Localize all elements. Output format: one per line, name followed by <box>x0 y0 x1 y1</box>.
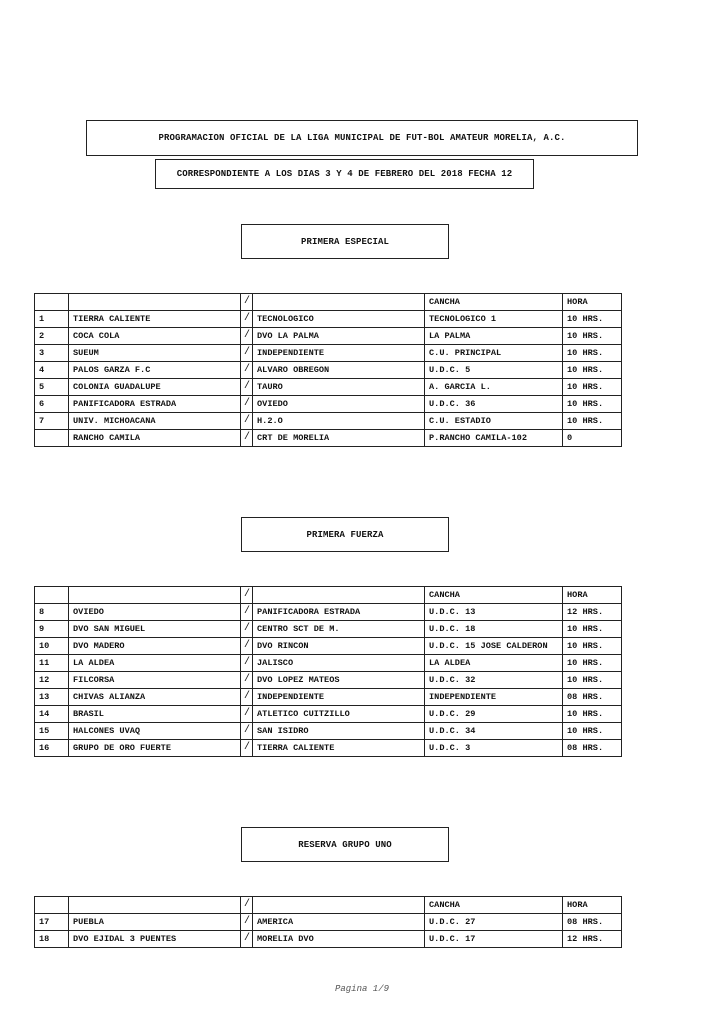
home-team: CHIVAS ALIANZA <box>69 689 241 706</box>
schedule-table-primera-especial <box>34 293 622 447</box>
vs-separator: / <box>241 430 253 447</box>
vs-separator: / <box>241 655 253 672</box>
table-row <box>35 362 622 379</box>
match-number: 11 <box>35 655 69 672</box>
away-team: DVO LOPEZ MATEOS <box>253 672 425 689</box>
vs-separator: / <box>241 638 253 655</box>
away-team: TIERRA CALIENTE <box>253 740 425 757</box>
header-hora: HORA <box>563 294 622 311</box>
home-team: GRUPO DE ORO FUERTE <box>69 740 241 757</box>
table-row <box>35 931 622 948</box>
table-row <box>35 345 622 362</box>
vs-separator: / <box>241 689 253 706</box>
home-team: TIERRA CALIENTE <box>69 311 241 328</box>
vs-separator: / <box>241 931 253 948</box>
vs-separator: / <box>241 604 253 621</box>
header-home <box>69 294 241 311</box>
cancha-cell: C.U. ESTADIO <box>425 413 563 430</box>
schedule-table-primera-fuerza <box>34 586 622 757</box>
home-team: DVO SAN MIGUEL <box>69 621 241 638</box>
away-team: H.2.O <box>253 413 425 430</box>
page-number: Pagina 1/9 <box>334 984 389 994</box>
home-team: BRASIL <box>69 706 241 723</box>
cancha-cell: INDEPENDIENTE <box>425 689 563 706</box>
away-team: AMERICA <box>253 914 425 931</box>
vs-separator: / <box>241 621 253 638</box>
home-team: HALCONES UVAQ <box>69 723 241 740</box>
hora-cell: 0 <box>563 430 622 447</box>
away-team: DVO LA PALMA <box>253 328 425 345</box>
header-num <box>35 294 69 311</box>
section-title-primera-fuerza <box>241 517 449 552</box>
header-away <box>253 897 425 914</box>
home-team: PANIFICADORA ESTRADA <box>69 396 241 413</box>
away-team: INDEPENDIENTE <box>253 689 425 706</box>
match-number <box>35 430 69 447</box>
table-header-row <box>35 897 622 914</box>
home-team: DVO MADERO <box>69 638 241 655</box>
document-title-text: PROGRAMACION OFICIAL DE LA LIGA MUNICIPAL DE FUT-BOL AMATEUR MORELIA, A.C. <box>158 133 566 143</box>
header-sep: / <box>241 897 253 914</box>
vs-separator: / <box>241 723 253 740</box>
match-number: 4 <box>35 362 69 379</box>
vs-separator: / <box>241 328 253 345</box>
header-cancha: CANCHA <box>425 897 563 914</box>
cancha-cell: LA PALMA <box>425 328 563 345</box>
header-hora: HORA <box>563 897 622 914</box>
hora-cell: 10 HRS. <box>563 621 622 638</box>
away-team: ATLETICO CUITZILLO <box>253 706 425 723</box>
table-row <box>35 328 622 345</box>
section-title-primera-especial <box>241 224 449 259</box>
match-number: 16 <box>35 740 69 757</box>
cancha-cell: U.D.C. 17 <box>425 931 563 948</box>
match-number: 2 <box>35 328 69 345</box>
match-number: 1 <box>35 311 69 328</box>
table-row <box>35 604 622 621</box>
match-number: 5 <box>35 379 69 396</box>
home-team: COLONIA GUADALUPE <box>69 379 241 396</box>
header-num <box>35 587 69 604</box>
vs-separator: / <box>241 396 253 413</box>
match-number: 13 <box>35 689 69 706</box>
hora-cell: 10 HRS. <box>563 723 622 740</box>
match-number: 3 <box>35 345 69 362</box>
table-row <box>35 430 622 447</box>
vs-separator: / <box>241 345 253 362</box>
away-team: TECNOLOGICO <box>253 311 425 328</box>
match-number: 17 <box>35 914 69 931</box>
match-number: 10 <box>35 638 69 655</box>
home-team: PUEBLA <box>69 914 241 931</box>
away-team: SAN ISIDRO <box>253 723 425 740</box>
header-cancha: CANCHA <box>425 587 563 604</box>
home-team: COCA COLA <box>69 328 241 345</box>
vs-separator: / <box>241 914 253 931</box>
schedule-table-reserva-grupo-uno <box>34 896 622 948</box>
table-row <box>35 621 622 638</box>
document-subtitle-text: CORRESPONDIENTE A LOS DIAS 3 Y 4 DE FEBRERO DEL 2018 FECHA 12 <box>176 169 513 179</box>
home-team: FILCORSA <box>69 672 241 689</box>
hora-cell: 12 HRS. <box>563 931 622 948</box>
header-sep: / <box>241 294 253 311</box>
header-away <box>253 294 425 311</box>
section-title-text: PRIMERA FUERZA <box>306 529 384 540</box>
cancha-cell: U.D.C. 5 <box>425 362 563 379</box>
vs-separator: / <box>241 311 253 328</box>
cancha-cell: U.D.C. 27 <box>425 914 563 931</box>
home-team: PALOS GARZA F.C <box>69 362 241 379</box>
table-header-row <box>35 294 622 311</box>
table-row <box>35 706 622 723</box>
table-header-row <box>35 587 622 604</box>
header-sep: / <box>241 587 253 604</box>
away-team: ALVARO OBREGON <box>253 362 425 379</box>
table-row <box>35 413 622 430</box>
vs-separator: / <box>241 362 253 379</box>
hora-cell: 10 HRS. <box>563 362 622 379</box>
hora-cell: 10 HRS. <box>563 311 622 328</box>
home-team: DVO EJIDAL 3 PUENTES <box>69 931 241 948</box>
cancha-cell: TECNOLOGICO 1 <box>425 311 563 328</box>
hora-cell: 10 HRS. <box>563 328 622 345</box>
match-number: 14 <box>35 706 69 723</box>
match-number: 8 <box>35 604 69 621</box>
home-team: UNIV. MICHOACANA <box>69 413 241 430</box>
section-title-reserva-grupo-uno <box>241 827 449 862</box>
hora-cell: 10 HRS. <box>563 396 622 413</box>
hora-cell: 10 HRS. <box>563 638 622 655</box>
away-team: CENTRO SCT DE M. <box>253 621 425 638</box>
vs-separator: / <box>241 413 253 430</box>
match-number: 9 <box>35 621 69 638</box>
header-home <box>69 587 241 604</box>
header-home <box>69 897 241 914</box>
away-team: DVO RINCON <box>253 638 425 655</box>
section-title-text: RESERVA GRUPO UNO <box>298 839 392 850</box>
table-row <box>35 379 622 396</box>
table-row <box>35 740 622 757</box>
hora-cell: 10 HRS. <box>563 655 622 672</box>
cancha-cell: U.D.C. 34 <box>425 723 563 740</box>
document-subtitle <box>155 159 534 189</box>
cancha-cell: P.RANCHO CAMILA-102 <box>425 430 563 447</box>
table-row <box>35 655 622 672</box>
away-team: CRT DE MORELIA <box>253 430 425 447</box>
match-number: 12 <box>35 672 69 689</box>
table-row <box>35 311 622 328</box>
cancha-cell: C.U. PRINCIPAL <box>425 345 563 362</box>
match-number: 6 <box>35 396 69 413</box>
table-row <box>35 672 622 689</box>
away-team: TAURO <box>253 379 425 396</box>
cancha-cell: U.D.C. 29 <box>425 706 563 723</box>
table-row <box>35 914 622 931</box>
cancha-cell: U.D.C. 32 <box>425 672 563 689</box>
match-number: 7 <box>35 413 69 430</box>
cancha-cell: U.D.C. 13 <box>425 604 563 621</box>
vs-separator: / <box>241 740 253 757</box>
table-row <box>35 689 622 706</box>
section-title-text: PRIMERA ESPECIAL <box>300 236 389 247</box>
vs-separator: / <box>241 379 253 396</box>
document-title <box>86 120 638 156</box>
hora-cell: 10 HRS. <box>563 345 622 362</box>
hora-cell: 10 HRS. <box>563 413 622 430</box>
match-number: 18 <box>35 931 69 948</box>
away-team: MORELIA DVO <box>253 931 425 948</box>
table-row <box>35 723 622 740</box>
home-team: OVIEDO <box>69 604 241 621</box>
hora-cell: 08 HRS. <box>563 914 622 931</box>
vs-separator: / <box>241 672 253 689</box>
vs-separator: / <box>241 706 253 723</box>
away-team: OVIEDO <box>253 396 425 413</box>
hora-cell: 12 HRS. <box>563 604 622 621</box>
hora-cell: 10 HRS. <box>563 672 622 689</box>
header-hora: HORA <box>563 587 622 604</box>
hora-cell: 08 HRS. <box>563 689 622 706</box>
away-team: JALISCO <box>253 655 425 672</box>
away-team: INDEPENDIENTE <box>253 345 425 362</box>
match-number: 15 <box>35 723 69 740</box>
cancha-cell: U.D.C. 18 <box>425 621 563 638</box>
header-num <box>35 897 69 914</box>
hora-cell: 10 HRS. <box>563 379 622 396</box>
table-row <box>35 638 622 655</box>
cancha-cell: A. GARCIA L. <box>425 379 563 396</box>
away-team: PANIFICADORA ESTRADA <box>253 604 425 621</box>
cancha-cell: U.D.C. 3 <box>425 740 563 757</box>
cancha-cell: U.D.C. 15 JOSE CALDERON <box>425 638 563 655</box>
header-away <box>253 587 425 604</box>
cancha-cell: LA ALDEA <box>425 655 563 672</box>
home-team: SUEUM <box>69 345 241 362</box>
home-team: RANCHO CAMILA <box>69 430 241 447</box>
cancha-cell: U.D.C. 36 <box>425 396 563 413</box>
table-row <box>35 396 622 413</box>
header-cancha: CANCHA <box>425 294 563 311</box>
home-team: LA ALDEA <box>69 655 241 672</box>
hora-cell: 10 HRS. <box>563 706 622 723</box>
hora-cell: 08 HRS. <box>563 740 622 757</box>
